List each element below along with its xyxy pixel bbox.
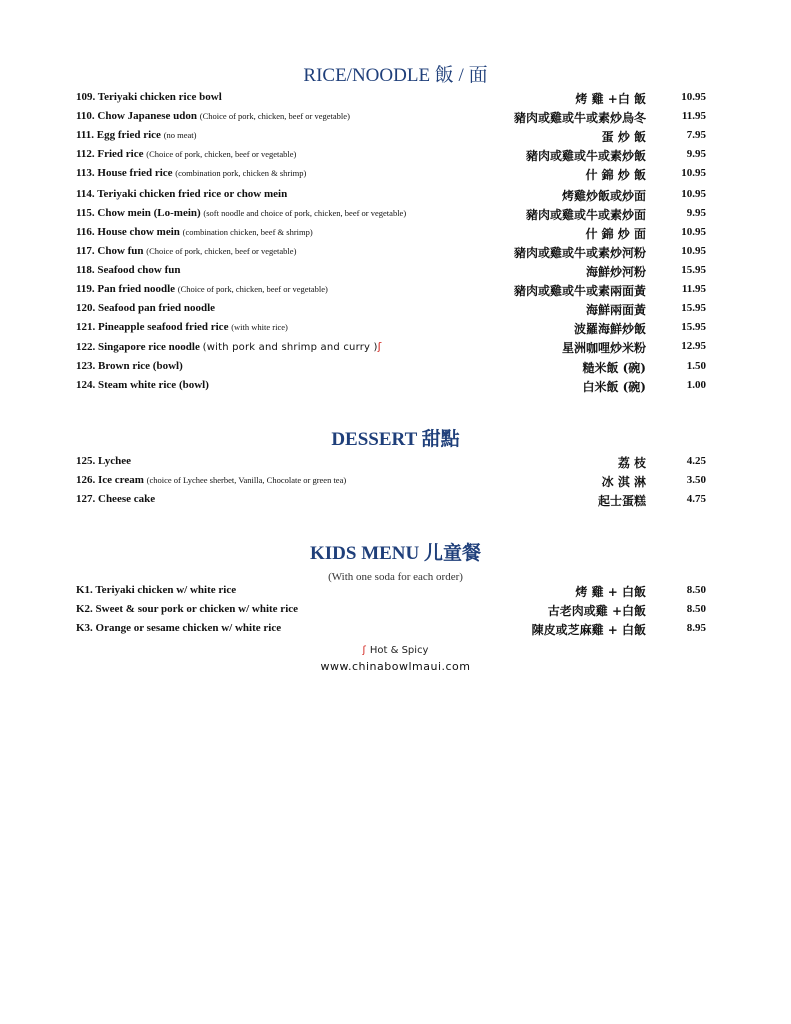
- item-note: (soft noodle and choice of pork, chicken, beef or vegetable): [203, 208, 407, 218]
- menu-item: [0, 358, 791, 377]
- menu-item: [0, 108, 791, 127]
- menu-item: [0, 224, 791, 243]
- menu-item: [0, 453, 791, 472]
- item-name: 117. Chow fun (Choice of pork, chicken, beef or vegetable): [76, 245, 297, 257]
- legend-text: Hot & Spicy: [369, 645, 429, 656]
- item-note: (Choice of pork, chicken, beef or vegetable): [177, 284, 328, 294]
- item-note: (combination pork, chicken & shrimp): [175, 168, 307, 178]
- item-chinese-name: 烤 雞 +白 飯: [575, 92, 646, 106]
- item-price: 10.95: [681, 226, 706, 238]
- item-price: 4.25: [686, 455, 706, 467]
- item-price: 9.95: [686, 207, 706, 219]
- item-price: 8.50: [686, 603, 706, 615]
- item-chinese-name: 什 錦 炒 飯: [585, 168, 646, 182]
- rice-noodle-heading: RICE/NOODLE 飯 / 面: [303, 65, 488, 86]
- item-price: 12.95: [681, 340, 706, 352]
- item-name: 114. Teriyaki chicken fried rice or chow mein: [76, 188, 288, 200]
- website-url: www.chinabowlmaui.com: [320, 660, 471, 673]
- item-chinese-name: 冰 淇 淋: [601, 475, 646, 489]
- kids-menu-heading: KIDS MENU 儿童餐: [309, 543, 481, 564]
- item-chinese-name: 蛋 炒 飯: [601, 130, 646, 144]
- item-note: (choice of Lychee sherbet, Vanilla, Chocolate or green tea): [146, 475, 347, 485]
- menu-item: [0, 377, 791, 396]
- item-chinese-name: 星洲咖哩炒米粉: [561, 341, 646, 355]
- menu-item: [0, 127, 791, 146]
- menu-item: [0, 582, 791, 601]
- item-price: 15.95: [681, 302, 706, 314]
- item-price: 7.95: [686, 129, 706, 141]
- item-price: 1.00: [686, 379, 706, 391]
- item-chinese-name: 海鮮兩面黃: [585, 303, 646, 317]
- menu-item: [0, 243, 791, 262]
- item-name: 125. Lychee: [76, 455, 131, 467]
- item-chinese-name: 豬肉或雞或牛或素炒飯: [525, 149, 646, 163]
- item-note: (combination chicken, beef & shrimp): [182, 227, 313, 237]
- item-name: 111. Egg fried rice (no meat): [76, 129, 197, 141]
- item-price: 4.75: [686, 493, 706, 505]
- item-price: 15.95: [681, 321, 706, 333]
- item-name: 121. Pineapple seafood fried rice (with white rice): [76, 321, 288, 333]
- item-note: (Choice of pork, chicken, beef or vegetable): [146, 246, 297, 256]
- item-price: 9.95: [686, 148, 706, 160]
- menu-item: [0, 281, 791, 300]
- item-price: 3.50: [686, 474, 706, 486]
- item-price: 11.95: [681, 283, 706, 295]
- menu-item: [0, 491, 791, 510]
- kids-menu-list: [0, 582, 791, 639]
- item-name: 115. Chow mein (Lo-mein) (soft noodle and choice of pork, chicken, beef or vegetable): [76, 207, 407, 219]
- item-name: 118. Seafood chow fun: [76, 264, 181, 276]
- menu-item: [0, 146, 791, 165]
- menu-item: [0, 338, 791, 358]
- menu-item: [0, 300, 791, 319]
- item-name: 109. Teriyaki chicken rice bowl: [76, 91, 222, 103]
- item-chinese-name: 波羅海鮮炒飯: [573, 322, 646, 336]
- rice-noodle-list: [0, 89, 791, 396]
- item-name: 120. Seafood pan fried noodle: [76, 302, 216, 314]
- item-chinese-name: 白米飯 (碗): [582, 380, 646, 394]
- item-price: 8.50: [686, 584, 706, 596]
- menu-item: [0, 601, 791, 620]
- item-price: 10.95: [681, 91, 706, 103]
- item-price: 10.95: [681, 167, 706, 179]
- item-note: (no meat): [163, 130, 197, 140]
- item-price: 10.95: [681, 245, 706, 257]
- item-price: 10.95: [681, 188, 706, 200]
- item-name: 124. Steam white rice (bowl): [76, 379, 209, 391]
- item-chinese-name: 古老肉或雞 +白飯: [547, 604, 646, 618]
- item-name: 127. Cheese cake: [76, 493, 156, 505]
- item-chinese-name: 豬肉或雞或牛或素炒面: [525, 208, 646, 222]
- menu-item: [0, 262, 791, 281]
- item-name: 112. Fried rice (Choice of pork, chicken, beef or vegetable): [76, 148, 297, 160]
- menu-item: [0, 319, 791, 338]
- item-name: 123. Brown rice (bowl): [76, 360, 183, 372]
- item-name: K3. Orange or sesame chicken w/ white rice: [76, 622, 282, 634]
- item-chinese-name: 陳皮或芝麻雞 + 白飯: [531, 623, 646, 637]
- item-chinese-name: 糙米飯 (碗): [582, 361, 646, 375]
- item-chinese-name: 豬肉或雞或牛或素炒河粉: [513, 246, 646, 260]
- kids-menu-subtitle: (With one soda for each order): [328, 571, 463, 583]
- item-note: (Choice of pork, chicken, beef or vegetable): [199, 111, 350, 121]
- item-note: (Choice of pork, chicken, beef or vegetable): [146, 149, 297, 159]
- dessert-heading: DESSERT 甜點: [331, 429, 460, 450]
- dessert-list: [0, 453, 791, 510]
- menu-item: [0, 186, 791, 205]
- item-chinese-name: 海鮮炒河粉: [585, 265, 646, 279]
- menu-item: [0, 205, 791, 224]
- item-name: 113. House fried rice (combination pork, chicken & shrimp): [76, 167, 307, 179]
- item-chinese-name: 烤 雞 + 白飯: [575, 585, 646, 599]
- item-note: (with pork and shrimp and curry ): [202, 342, 378, 353]
- item-name: K2. Sweet & sour pork or chicken w/ white rice: [76, 603, 299, 615]
- item-chinese-name: 什 錦 炒 面: [585, 227, 646, 241]
- item-chinese-name: 荔 枝: [617, 456, 646, 470]
- menu-item: [0, 165, 791, 186]
- item-name: 119. Pan fried noodle (Choice of pork, chicken, beef or vegetable): [76, 283, 328, 295]
- menu-item: [0, 620, 791, 639]
- item-chinese-name: 烤雞炒飯或炒面: [561, 189, 646, 203]
- menu-item: [0, 89, 791, 108]
- item-price: 11.95: [681, 110, 706, 122]
- item-name: 126. Ice cream (choice of Lychee sherbet, Vanilla, Chocolate or green tea): [76, 474, 347, 486]
- item-chinese-name: 豬肉或雞或牛或素兩面黃: [513, 284, 646, 298]
- menu-item: [0, 472, 791, 491]
- item-name: 122. Singapore rice noodle (with pork and shrimp and curry )ʃ: [76, 340, 382, 353]
- spicy-legend: [0, 645, 791, 656]
- item-name: 110. Chow Japanese udon (Choice of pork, chicken, beef or vegetable): [76, 110, 350, 122]
- item-name: 116. House chow mein (combination chicken, beef & shrimp): [76, 226, 313, 238]
- spicy-icon: ʃ: [377, 340, 382, 353]
- item-price: 15.95: [681, 264, 706, 276]
- item-price: 8.95: [686, 622, 706, 634]
- item-note: (with white rice): [231, 322, 288, 332]
- item-price: 1.50: [686, 360, 706, 372]
- item-chinese-name: 豬肉或雞或牛或素炒烏冬: [513, 111, 646, 125]
- item-chinese-name: 起士蛋糕: [597, 494, 646, 508]
- item-name: K1. Teriyaki chicken w/ white rice: [76, 584, 237, 596]
- spicy-icon: ʃ: [362, 645, 366, 656]
